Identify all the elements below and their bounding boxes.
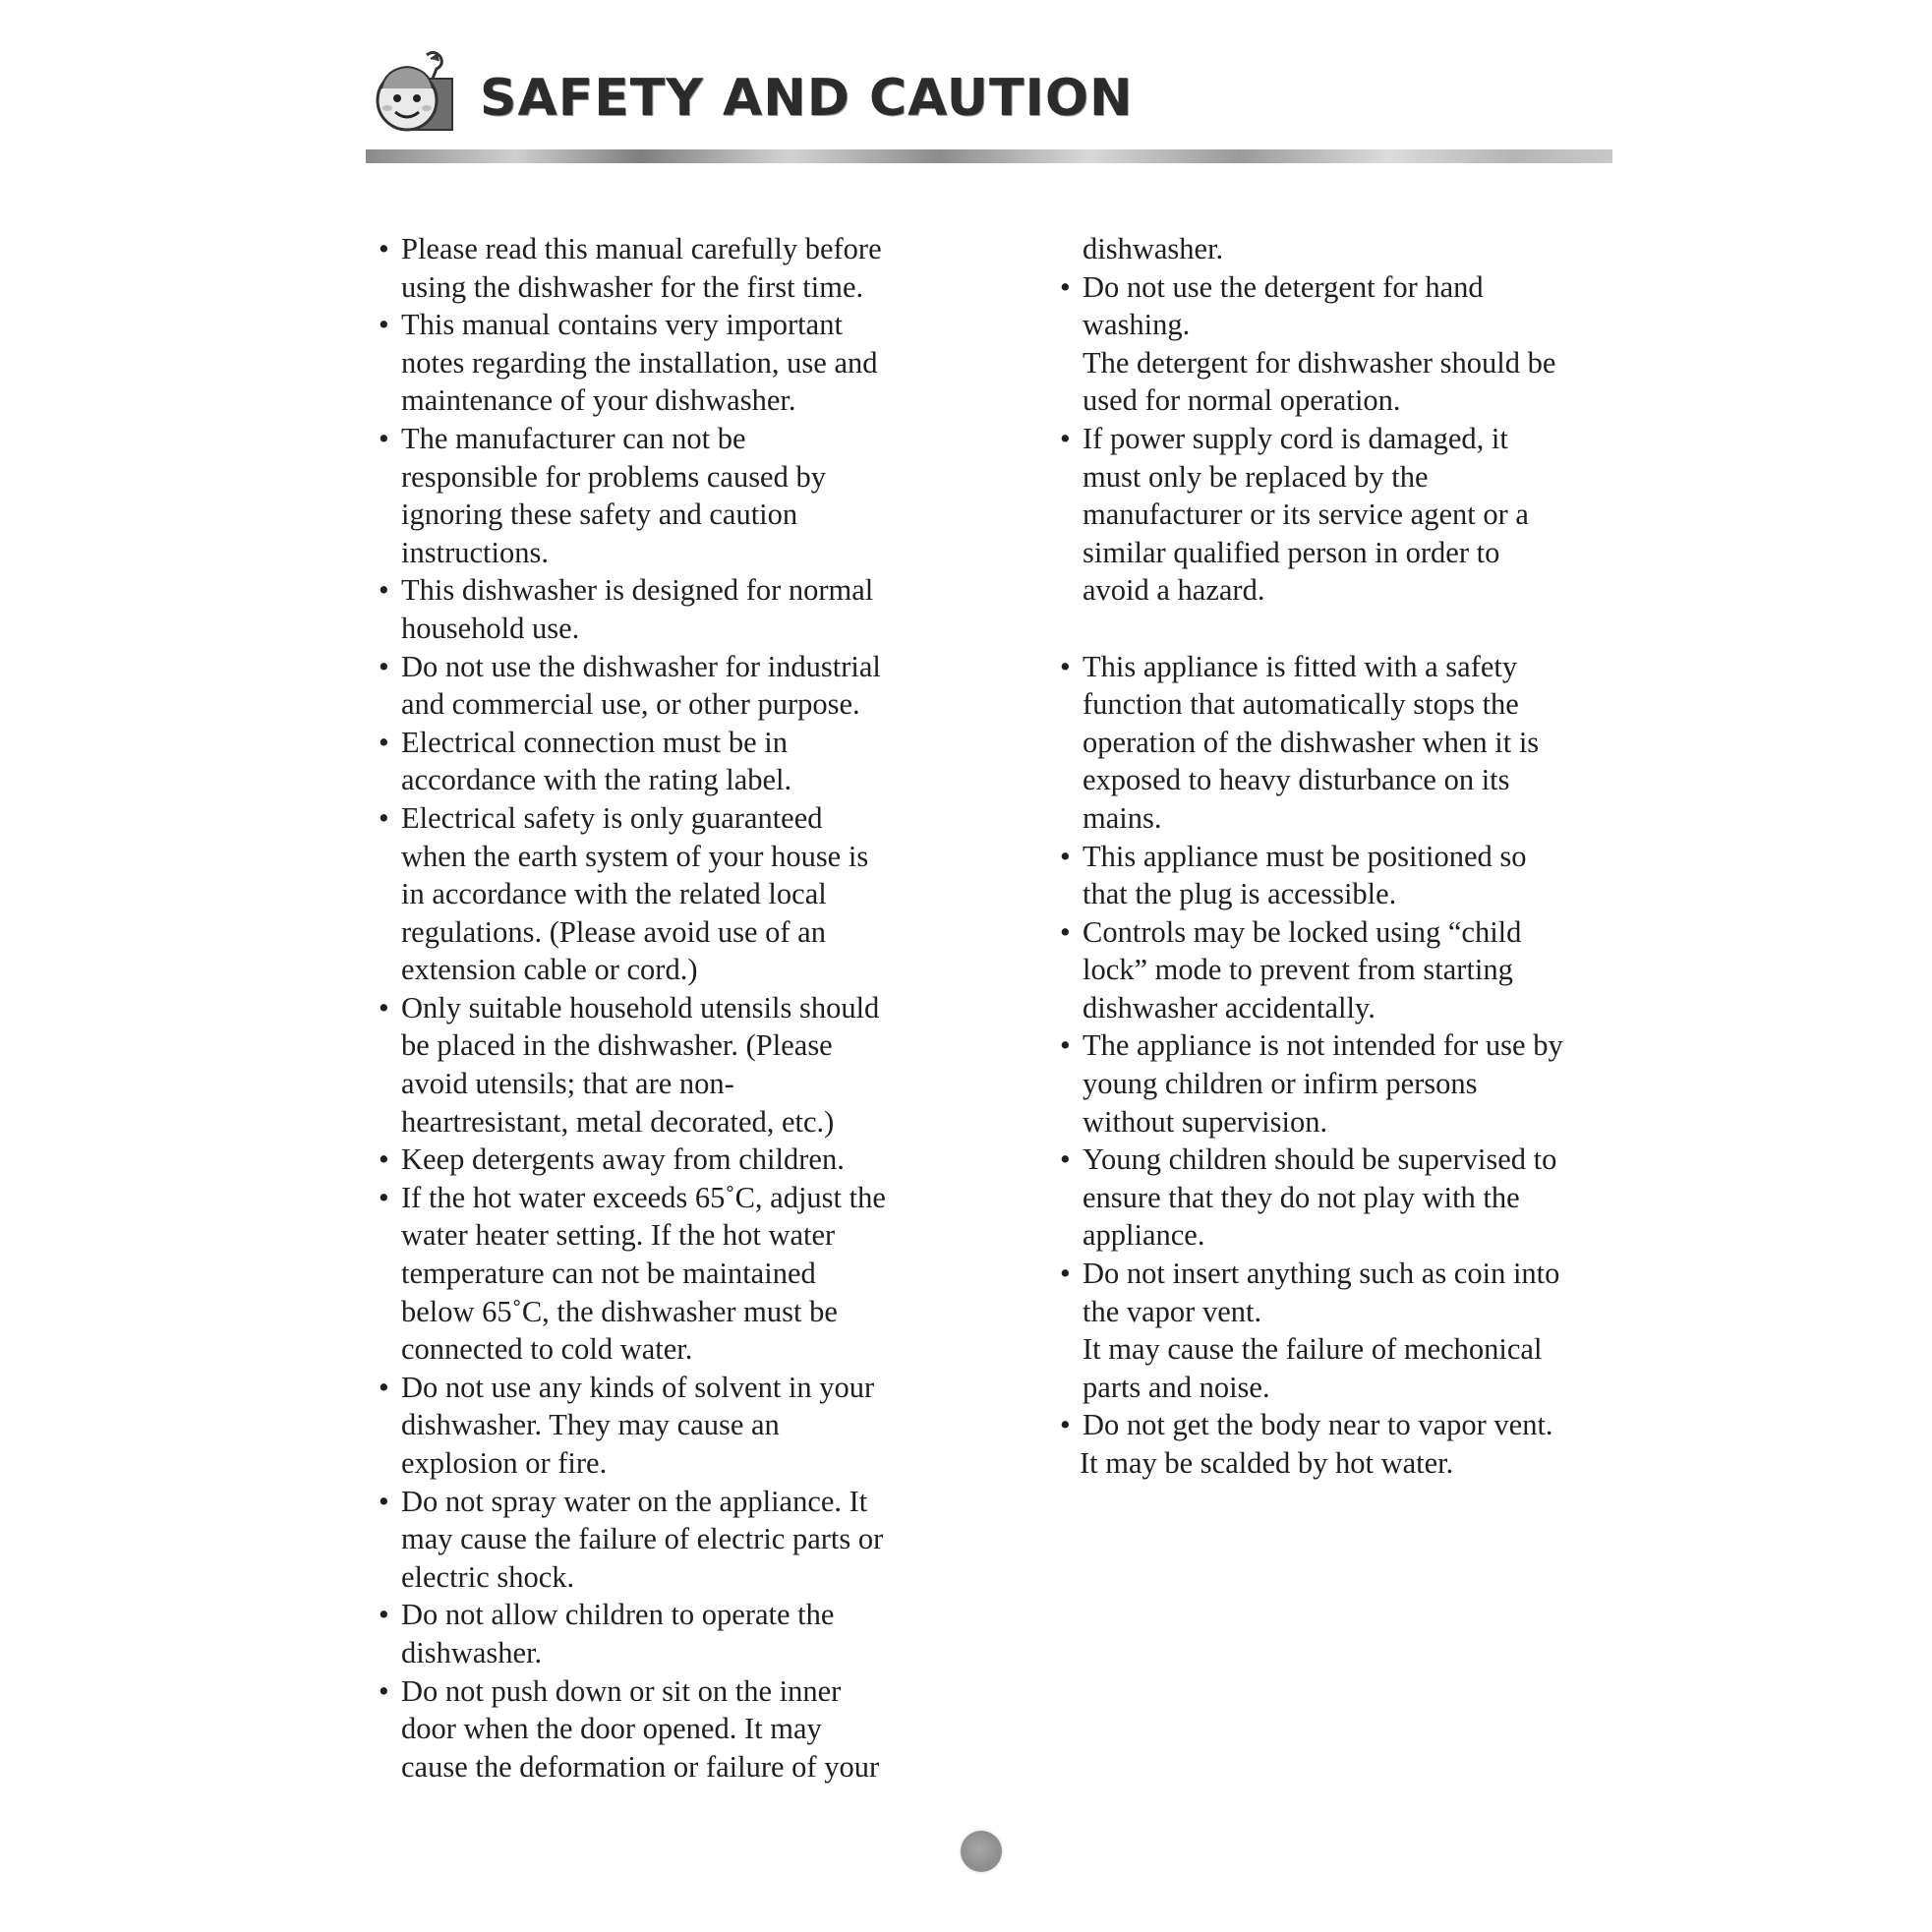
list-item-text: Do not use the dishwasher for industrial and commercial use, or other purpose. <box>401 649 881 722</box>
bullet: • <box>379 800 389 835</box>
page-header <box>366 47 1612 165</box>
bullet: • <box>1060 649 1071 683</box>
list-item <box>1060 648 1610 838</box>
bullet: • <box>1060 839 1071 873</box>
bullet: • <box>379 1370 389 1404</box>
list-item <box>379 306 929 420</box>
bullet: • <box>379 1484 389 1518</box>
list-item-text: If power supply cord is damaged, it must only be replaced by the manufacturer or its service agent or a similar qualified person in order to avoid a hazard. <box>1083 421 1529 608</box>
list-item <box>379 648 929 724</box>
bullet: • <box>379 649 389 683</box>
list-item-text: Controls may be locked using “child lock” mode to prevent from starting dishwasher accidentally. <box>1083 914 1522 1025</box>
list-item-text: Electrical connection must be in accordance with the rating label. <box>401 725 792 797</box>
page-title: SAFETY AND CAUTION <box>480 69 1134 128</box>
list-item-text: This appliance must be positioned so that the plug is accessible. <box>1083 839 1527 911</box>
list-item <box>379 724 929 799</box>
spacer <box>1060 610 1610 648</box>
bullet: • <box>1060 1028 1071 1063</box>
list-item-text: Young children should be supervised to ensure that they do not play with the appliance. <box>1083 1142 1557 1253</box>
list-item-text: Electrical safety is only guaranteed when the earth system of your house is in accordance with the related local regulations. (Please avoid use of an extension cable or cord.) <box>401 800 869 987</box>
list-item <box>1060 420 1610 610</box>
right-column <box>1060 230 1610 1483</box>
list-item-text: Do not insert anything such as coin into the vapor vent. <box>1083 1257 1560 1328</box>
bullet: • <box>379 573 389 608</box>
bullet: • <box>379 421 389 455</box>
list-item-note: It may be scalded by hot water. <box>1080 1446 1454 1480</box>
bullet: • <box>1060 1257 1071 1291</box>
list-item <box>379 1179 929 1369</box>
list-item-text: This appliance is fitted with a safety function that automatically stops the operation of the dishwasher when it is exposed to heavy disturbance on its mains. <box>1083 649 1540 835</box>
list-item-text: The appliance is not intended for use by young children or infirm persons without supervision. <box>1083 1028 1563 1139</box>
bullet: • <box>379 1598 389 1632</box>
bullet: • <box>379 1180 389 1214</box>
list-item-text: This dishwasher is designed for normal household use. <box>401 573 874 645</box>
bullet: • <box>379 725 389 759</box>
list-item-text: The manufacturer can not be responsible for problems caused by ignoring these safety and caution instructions. <box>401 421 826 569</box>
list-item-text: Keep detergents away from children. <box>401 1142 845 1177</box>
continued-text: dishwasher. <box>1083 232 1224 265</box>
bullet: • <box>379 232 389 265</box>
list-item <box>1060 1141 1610 1255</box>
list-item <box>379 1141 929 1179</box>
list-item <box>1060 913 1610 1027</box>
bullet: • <box>1060 914 1071 949</box>
list-item <box>1060 1406 1610 1444</box>
bullet: • <box>379 1142 389 1177</box>
list-item-text: Do not spray water on the appliance. It may cause the failure of electric parts or electric shock. <box>401 1484 884 1594</box>
list-item <box>379 571 929 647</box>
list-item-text: Do not push down or sit on the inner door when the door opened. It may cause the deformation or failure of your <box>401 1673 880 1784</box>
list-item <box>379 1369 929 1483</box>
list-item-text: Do not get the body near to vapor vent. <box>1083 1408 1553 1442</box>
title-divider <box>366 149 1612 163</box>
list-item <box>379 799 929 989</box>
left-column <box>379 230 929 1786</box>
list-item-note: It may cause the failure of mechonical parts and noise. <box>1083 1332 1543 1404</box>
list-item <box>379 1483 929 1597</box>
bullet: • <box>379 308 389 342</box>
list-item-note: The detergent for dishwasher should be used for normal operation. <box>1083 345 1556 418</box>
page-number-dot <box>961 1831 1002 1872</box>
list-item <box>1060 268 1610 344</box>
list-item <box>1060 1026 1610 1141</box>
mascot-icon <box>370 49 460 138</box>
list-item <box>379 1672 929 1786</box>
list-item-text: Do not allow children to operate the dishwasher. <box>401 1598 835 1669</box>
list-item <box>1060 838 1610 913</box>
bullet: • <box>1060 1408 1071 1442</box>
list-item-text: If the hot water exceeds 65˚C, adjust the water heater setting. If the hot water temperature can not be maintained below 65˚C, the dishwasher must be connected to cold water. <box>401 1180 886 1367</box>
bullet: • <box>1060 1142 1071 1177</box>
list-item-text: Do not use any kinds of solvent in your dishwasher. They may cause an explosion or fire. <box>401 1370 875 1480</box>
bullet: • <box>379 1673 389 1708</box>
list-item-text: Only suitable household utensils should be placed in the dishwasher. (Please avoid utensils; that are non- heartresistant, metal decorated, etc.) <box>401 990 880 1139</box>
list-item <box>379 420 929 571</box>
list-item-text: Please read this manual carefully before using the dishwasher for the first time. <box>401 232 882 304</box>
bullet: • <box>1060 269 1071 304</box>
list-item <box>1060 1255 1610 1330</box>
bullet: • <box>1060 421 1071 455</box>
list-item <box>379 1596 929 1671</box>
list-item-text: This manual contains very important notes regarding the installation, use and maintenance of your dishwasher. <box>401 308 878 418</box>
bullet: • <box>379 990 389 1025</box>
list-item <box>379 989 929 1141</box>
list-item <box>379 230 929 306</box>
list-item-text: Do not use the detergent for hand washing. <box>1083 269 1484 342</box>
